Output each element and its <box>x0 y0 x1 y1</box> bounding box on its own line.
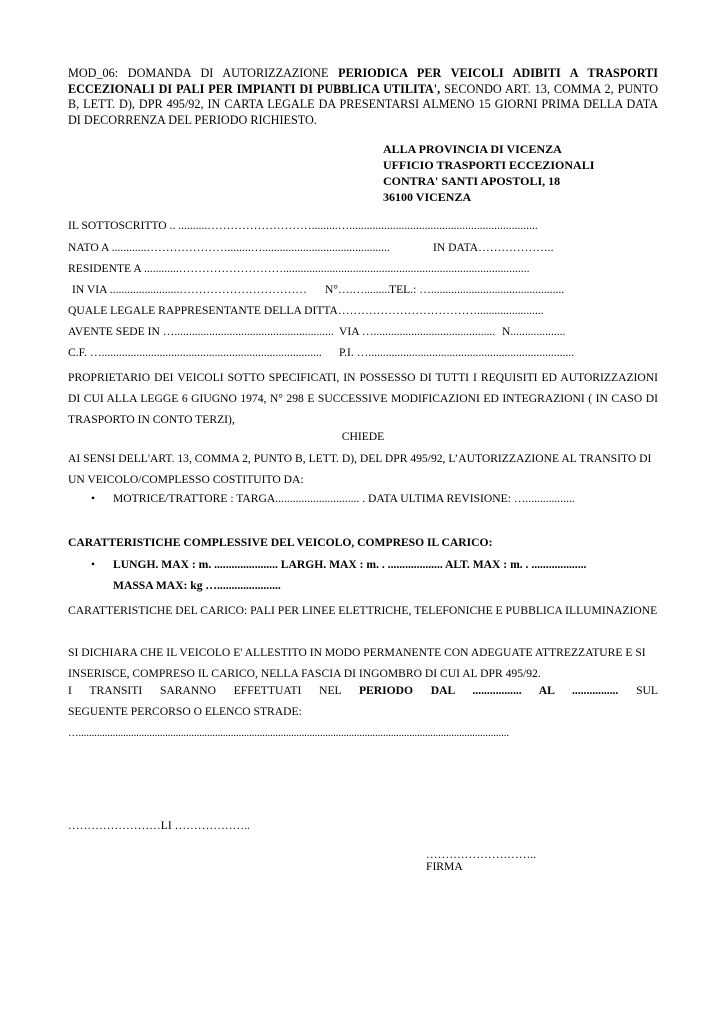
percorso-label: SEGUENTE PERCORSO O ELENCO STRADE: <box>68 705 302 718</box>
chiede-heading: CHIEDE <box>341 430 385 443</box>
field-residente[interactable]: RESIDENTE A ............………………………..................................................................................... <box>68 262 530 275</box>
field-massa[interactable]: MASSA MAX: kg …...................... <box>113 579 281 592</box>
signature-label: FIRMA <box>426 860 463 873</box>
signature-line[interactable]: ……………………….. <box>426 848 537 861</box>
address-line-3: CONTRA' SANTI APOSTOLI, 18 <box>383 174 561 188</box>
transiti-sul: SUL <box>636 684 658 697</box>
proprietario-paragraph: PROPRIETARIO DEI VEICOLI SOTTO SPECIFICATI, IN POSSESSO DI TUTTI I REQUISITI ED AUTORIZZAZIONI DI CUI ALLA LEGGE 6 GIUGNO 1974, N° 298 E SUCCESSIVE MODIFICAZIONI ED INTEGRAZIONI ( IN CASO DI TRASPORTO IN CONTO TERZI), <box>68 371 658 426</box>
field-tel[interactable]: TEL.: ….............................................. <box>389 283 565 296</box>
field-nato-a[interactable]: NATO A ............…………………........…............................................ <box>68 241 390 254</box>
transiti-text: I TRANSITI SARANNO EFFETTUATI NEL <box>68 684 342 697</box>
field-via-sede[interactable]: VIA ….......................................... <box>339 325 496 338</box>
field-numero-sede[interactable]: N................... <box>502 325 566 338</box>
dichiara-paragraph: SI DICHIARA CHE IL VEICOLO E' ALLESTITO IN MODO PERMANENTE CON ADEGUATE ATTREZZATURE E SI INSERISCE, COMPRESO IL CARICO, NELLA FASCIA DI INGOMBRO DI CUI AL DPR 495/92. <box>68 646 646 680</box>
field-codice-fiscale[interactable]: C.F. …............................................................................ <box>68 346 322 359</box>
address-line-4: 36100 VICENZA <box>383 190 472 204</box>
field-luogo-data[interactable]: ……………………LI ……………….. <box>68 819 250 832</box>
carico-paragraph: CARATTERISTICHE DEL CARICO: PALI PER LINEE ELETTRICHE, TELEFONICHE E PUBBLICA ILLUMINAZIONE <box>68 604 658 617</box>
bullet-glyph: • <box>91 492 96 505</box>
field-partita-iva[interactable]: P.I. …....................................................................... <box>339 346 575 359</box>
field-dimensioni[interactable]: LUNGH. MAX : m. ...................... LARGH. MAX : m. . ................... ALT. MAX : m. . ................... <box>113 558 587 571</box>
header-bold: PERIODICA PER VEICOLI ADIBITI A TRASPORTI ECCEZIONALI DI PALI PER IMPIANTI DI PUBBLICA UTILITA', <box>68 66 658 96</box>
field-sottoscritto[interactable]: IL SOTTOSCRITTO .. ..........……………………….........…................................................................. <box>68 219 538 232</box>
field-percorso[interactable]: ….................................................................................................................................................................... <box>68 728 509 739</box>
document-header <box>68 66 658 128</box>
recipient-address <box>383 141 594 205</box>
caratteristiche-heading: CARATTERISTICHE COMPLESSIVE DEL VEICOLO, COMPRESO IL CARICO: <box>68 536 493 549</box>
header-prefix: MOD_06: DOMANDA DI AUTORIZZAZIONE <box>68 66 329 80</box>
field-numero[interactable]: N°….…......... <box>325 283 391 296</box>
bullet-glyph: • <box>91 558 96 571</box>
address-line-1: ALLA PROVINCIA DI VICENZA <box>383 142 562 156</box>
field-periodo[interactable]: PERIODO DAL ................. AL ................ <box>358 684 619 697</box>
field-in-data[interactable]: IN DATA……………….. <box>433 241 554 254</box>
address-line-2: UFFICIO TRASPORTI ECCEZIONALI <box>383 158 595 172</box>
transiti-line <box>68 684 658 697</box>
field-legale-rappresentante[interactable]: QUALE LEGALE RAPPRESENTANTE DELLA DITTA………………………………....................... <box>68 304 544 317</box>
field-in-via[interactable]: IN VIA ........................…………………………… <box>72 283 307 296</box>
ai-sensi-paragraph: AI SENSI DELL'ART. 13, COMMA 2, PUNTO B, LETT. D), DEL DPR 495/92, L’AUTORIZZAZIONE AL TRANSITO DI UN VEICOLO/COMPLESSO COSTITUITO DA: <box>68 452 652 486</box>
header-rest: SECONDO ART. 13, COMMA 2, PUNTO B, LETT. D), DPR 495/92, IN CARTA LEGALE DA PRESENTARSI ALMENO 15 GIORNI PRIMA DELLA DATA DI DECORRENZA DEL PERIODO RICHIESTO. <box>68 81 659 127</box>
field-motrice-targa[interactable]: MOTRICE/TRATTORE : TARGA............................. . DATA ULTIMA REVISIONE: …................. <box>113 492 575 505</box>
field-sede[interactable]: AVENTE SEDE IN …....................................................... <box>68 325 334 338</box>
